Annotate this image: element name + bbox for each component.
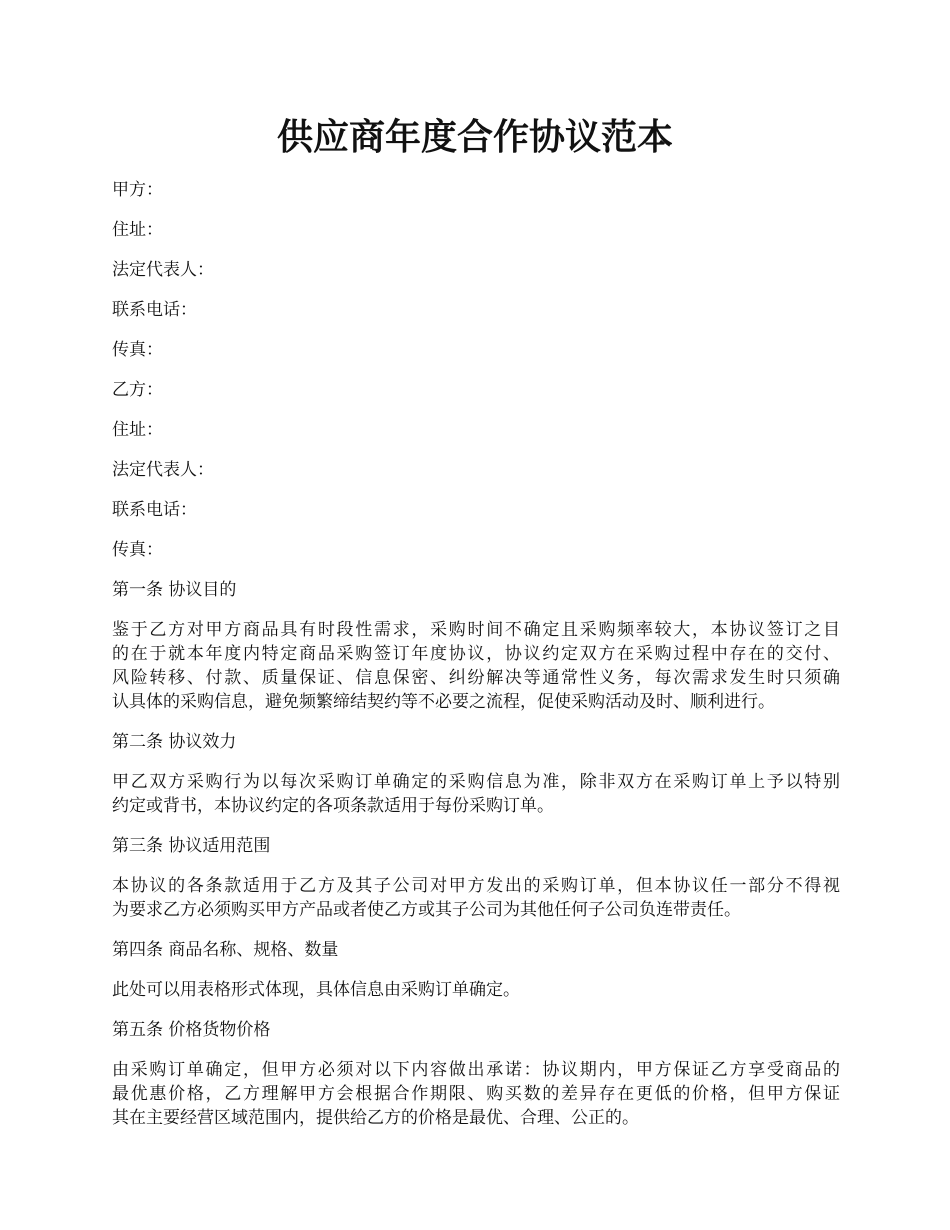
article-4-line: 此处可以用表格形式体现，具体信息由采购订单确定。: [112, 980, 520, 1000]
article-5-body: [112, 1058, 840, 1130]
party-a-fax-field: 传真：: [112, 340, 163, 360]
article-4-heading: 第四条 商品名称、规格、数量: [112, 940, 339, 960]
party-a-field: 甲方：: [112, 180, 163, 200]
article-5-line: 其在主要经营区域范围内，提供给乙方的价格是最优、合理、公正的。: [112, 1108, 639, 1128]
article-1-line: 鉴于乙方对甲方商品具有时段性需求，采购时间不确定且采购频率较大，本协议签订之目: [112, 620, 840, 640]
party-b-field: 乙方：: [112, 380, 163, 400]
article-1-line: 认具体的采购信息，避免频繁缔结契约等不必要之流程，促使采购活动及时、顺利进行。: [112, 692, 775, 712]
article-3-body: [112, 874, 840, 922]
document-title: 供应商年度合作协议范本: [276, 116, 673, 158]
party-a-phone-field: 联系电话：: [112, 300, 197, 320]
article-2-heading: 第二条 协议效力: [112, 732, 237, 752]
article-1-heading: 第一条 协议目的: [112, 580, 237, 600]
party-b-address-field: 住址：: [112, 420, 163, 440]
party-b-phone-field: 联系电话：: [112, 500, 197, 520]
article-2-body: [112, 770, 840, 818]
party-a-address-field: 住址：: [112, 220, 163, 240]
party-b-fax-field: 传真：: [112, 540, 163, 560]
article-3-heading: 第三条 协议适用范围: [112, 836, 271, 856]
article-2-line: 约定或背书，本协议约定的各项条款适用于每份采购订单。: [112, 796, 554, 816]
article-3-line: 本协议的各条款适用于乙方及其子公司对甲方发出的采购订单，但本协议任一部分不得视: [112, 876, 840, 896]
party-b-legal-rep-field: 法定代表人：: [112, 460, 214, 480]
article-5-line: 由采购订单确定，但甲方必须对以下内容做出承诺：协议期内，甲方保证乙方享受商品的: [112, 1060, 840, 1080]
article-5-heading: 第五条 价格货物价格: [112, 1020, 271, 1040]
party-a-legal-rep-field: 法定代表人：: [112, 260, 214, 280]
article-1-line: 风险转移、付款、质量保证、信息保密、纠纷解决等通常性义务，每次需求发生时只须确: [112, 668, 840, 688]
document-body: [112, 178, 840, 1146]
article-3-line: 为要求乙方必须购买甲方产品或者使乙方或其子公司为其他任何子公司负连带责任。: [112, 900, 741, 920]
article-4-body: [112, 978, 840, 1002]
article-2-line: 甲乙双方采购行为以每次采购订单确定的采购信息为准，除非双方在采购订单上予以特别: [112, 772, 840, 792]
article-5-line: 最优惠价格，乙方理解甲方会根据合作期限、购买数的差异存在更低的价格，但甲方保证: [112, 1084, 840, 1104]
article-1-body: [112, 618, 840, 714]
article-1-line: 的在于就本年度内特定商品采购签订年度协议，协议约定双方在采购过程中存在的交付、: [112, 644, 840, 664]
